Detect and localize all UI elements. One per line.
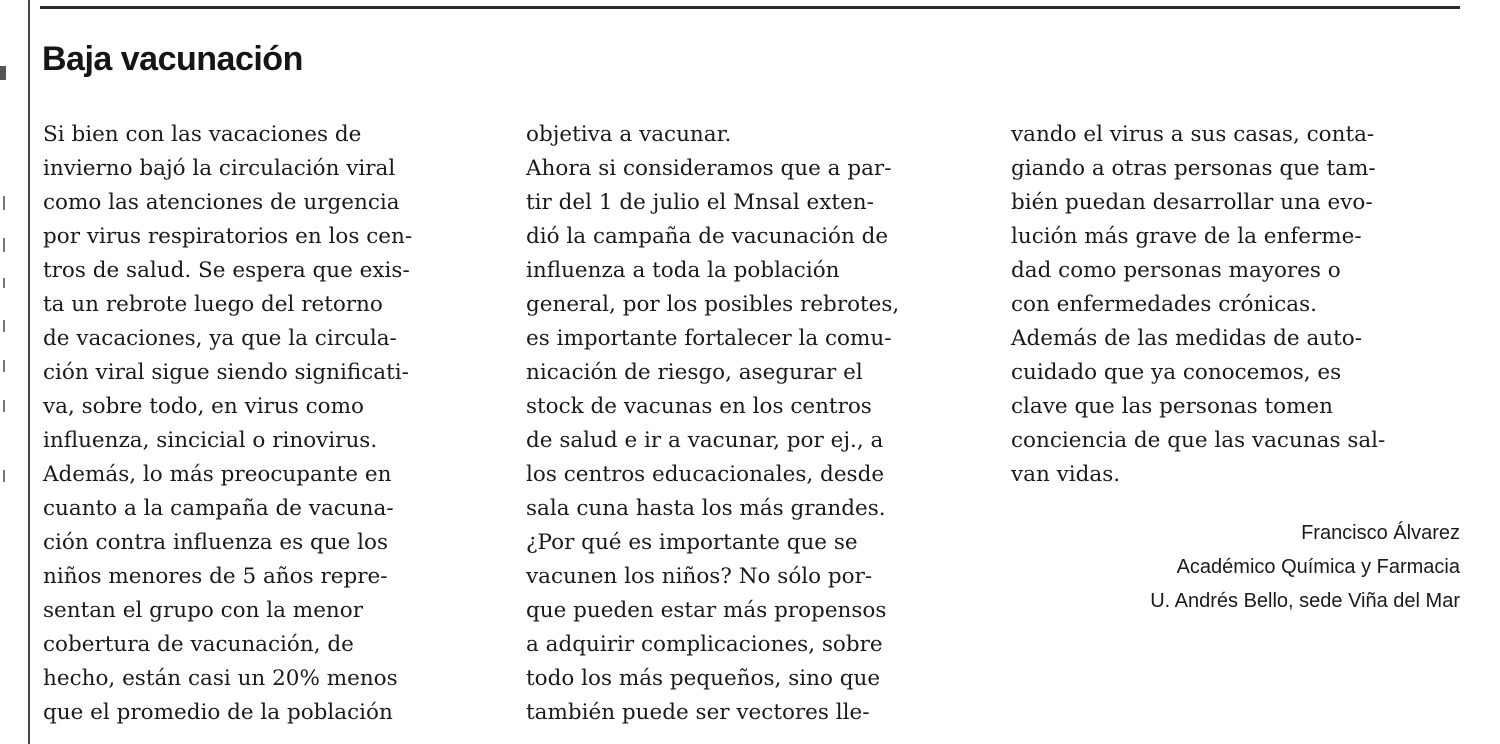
text-line: invierno bajó la circulación viral: [43, 156, 396, 181]
text-line: Además de las medidas de auto-: [1011, 326, 1363, 351]
text-line: conciencia de que las vacunas sal-: [1011, 428, 1386, 453]
text-line: nicación de riesgo, asegurar el: [526, 360, 863, 385]
text-line: todo los más pequeños, sino que: [526, 666, 881, 691]
text-line: que pueden estar más propensos: [526, 598, 887, 623]
text-line: van vidas.: [1011, 462, 1121, 487]
article-column-1: [43, 118, 503, 730]
margin-tick: [3, 470, 5, 482]
text-line: de salud e ir a vacunar, por ej., a: [526, 428, 884, 453]
text-line: vando el virus a sus casas, conta-: [1011, 122, 1375, 147]
text-line: con enfermedades crónicas.: [1011, 292, 1317, 317]
margin-tick: [3, 320, 5, 332]
margin-tick: [3, 400, 5, 412]
text-line: ción contra influenza es que los: [43, 530, 389, 555]
text-line: sentan el grupo con la menor: [43, 598, 363, 623]
text-line: general, por los posibles rebrotes,: [526, 292, 900, 317]
text-line: objetiva a vacunar.: [526, 122, 732, 147]
text-line: Si bien con las vacaciones de: [43, 122, 362, 147]
text-line: los centros educacionales, desde: [526, 462, 885, 487]
text-line: como las atenciones de urgencia: [43, 190, 400, 215]
text-line: cuidado que ya conocemos, es: [1011, 360, 1342, 385]
text-line: es importante fortalecer la comu-: [526, 326, 892, 351]
margin-tick: [3, 238, 5, 252]
article-headline: Baja vacunación: [42, 40, 303, 78]
text-line: cuanto a la campaña de vacuna-: [43, 496, 394, 521]
text-line: influenza a toda la población: [526, 258, 840, 283]
author-signature: [1150, 516, 1460, 618]
column-divider: [28, 0, 30, 744]
text-line: también puede ser vectores lle-: [526, 700, 870, 725]
text-line: por virus respiratorios en los cen-: [43, 224, 413, 249]
margin-marker: [0, 66, 6, 80]
text-line: que el promedio de la población: [43, 700, 393, 725]
text-line: influenza, sincicial o rinovirus.: [43, 428, 378, 453]
text-line: tros de salud. Se espera que exis-: [43, 258, 410, 283]
text-line: Además, lo más preocupante en: [43, 462, 392, 487]
text-line: vacunen los niños? No sólo por-: [526, 564, 873, 589]
text-line: stock de vacunas en los centros: [526, 394, 872, 419]
text-line: lución más grave de la enferme-: [1011, 224, 1362, 249]
article-column-2: [526, 118, 986, 730]
author-affiliation: U. Andrés Bello, sede Viña del Mar: [1150, 590, 1460, 612]
author-name: Francisco Álvarez: [1301, 522, 1460, 544]
article-column-3: [1011, 118, 1471, 492]
text-line: giando a otras personas que tam-: [1011, 156, 1376, 181]
text-line: Ahora si consideramos que a par-: [526, 156, 892, 181]
text-line: hecho, están casi un 20% menos: [43, 666, 398, 691]
text-line: a adquirir complicaciones, sobre: [526, 632, 883, 657]
text-line: ¿Por qué es importante que se: [526, 530, 858, 555]
text-line: niños menores de 5 años repre-: [43, 564, 388, 589]
text-line: dad como personas mayores o: [1011, 258, 1341, 283]
margin-tick: [3, 360, 5, 372]
text-line: cobertura de vacunación, de: [43, 632, 354, 657]
text-line: de vacaciones, ya que la circula-: [43, 326, 397, 351]
margin-tick: [3, 278, 5, 288]
text-line: bién puedan desarrollar una evo-: [1011, 190, 1373, 215]
top-rule: [40, 6, 1460, 9]
text-line: tir del 1 de julio el Mnsal exten-: [526, 190, 874, 215]
text-line: sala cuna hasta los más grandes.: [526, 496, 886, 521]
author-title: Académico Química y Farmacia: [1176, 556, 1460, 578]
text-line: ta un rebrote luego del retorno: [43, 292, 383, 317]
text-line: dió la campaña de vacunación de: [526, 224, 889, 249]
text-line: ción viral sigue siendo significati-: [43, 360, 409, 385]
margin-tick: [3, 196, 5, 210]
text-line: clave que las personas tomen: [1011, 394, 1333, 419]
text-line: va, sobre todo, en virus como: [43, 394, 364, 419]
